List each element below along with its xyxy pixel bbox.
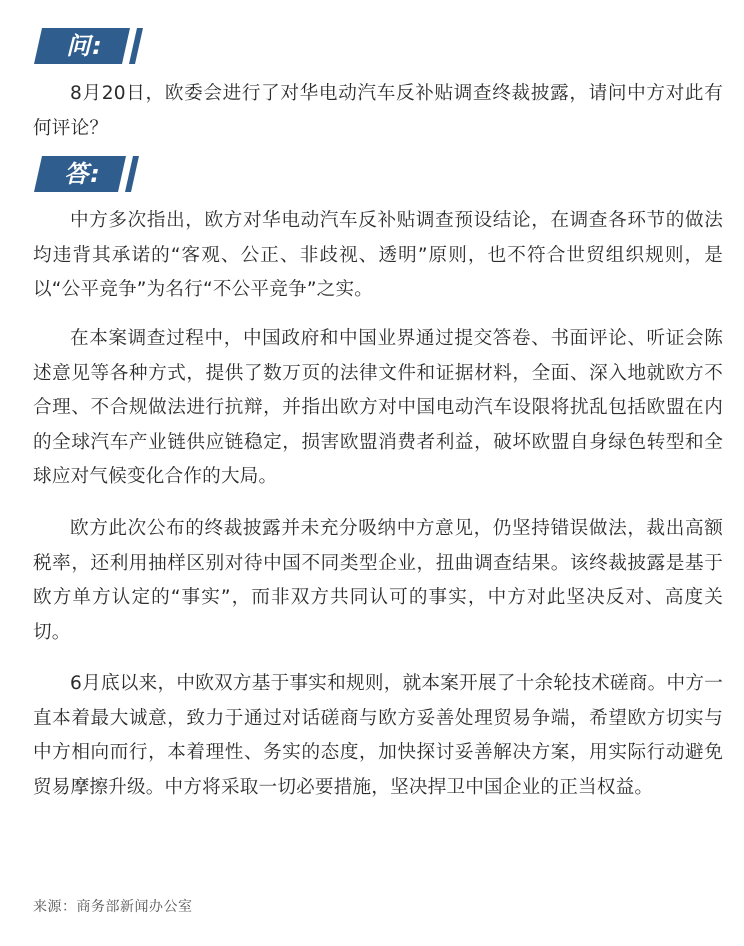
answer-paragraph-1: 中方多次指出，欧方对华电动汽车反补贴调查预设结论，在调查各环节的做法均违背其承诺的“客观、公正、非歧视、透明”原则，也不符合世贸组织规则，是以“公平竞争”为名行“不公平竞争”之实。 xyxy=(33,210,723,300)
answer-tag xyxy=(34,156,142,192)
source-note: 来源：商务部新闻办公室 xyxy=(33,899,193,915)
question-text: 8月20日，欧委会进行了对华电动汽车反补贴调查终裁披露，请问中方对此有何评论？ xyxy=(33,83,723,139)
answer-paragraph-4: 6月底以来，中欧双方基于事实和规则，就本案开展了十余轮技术磋商。中方一直本着最大诚意，致力于通过对话磋商与欧方妥善处理贸易争端，希望欧方切实与中方相向而行，本着理性、务实的态度，加快探讨妥善解决方案，用实际行动避免贸易摩擦升级。中方将采取一切必要措施，坚决捍卫中国企业的正当权益。 xyxy=(33,673,723,798)
answer-tag-label: 答: xyxy=(64,160,102,188)
question-tag xyxy=(34,28,146,64)
answer-paragraph-3: 欧方此次公布的终裁披露并未充分吸纳中方意见，仍坚持错误做法，裁出高额税率，还利用抽样区别对待中国不同类型企业，扭曲调查结果。该终裁披露是基于欧方单方认定的“事实”，而非双方共同认可的事实，中方对此坚决反对、高度关切。 xyxy=(33,518,723,643)
question-tag-label: 问: xyxy=(66,32,104,60)
answer-paragraph-2: 在本案调查过程中，中国政府和中国业界通过提交答卷、书面评论、听证会陈述意见等各种方式，提供了数万页的法律文件和证据材料，全面、深入地就欧方不合理、不合规做法进行抗辩，并指出欧方对中国电动汽车设限将扰乱包括欧盟在内的全球汽车产业链供应链稳定，损害欧盟消费者利益，破坏欧盟自身绿色转型和全球应对气候变化合作的大局。 xyxy=(33,328,723,487)
